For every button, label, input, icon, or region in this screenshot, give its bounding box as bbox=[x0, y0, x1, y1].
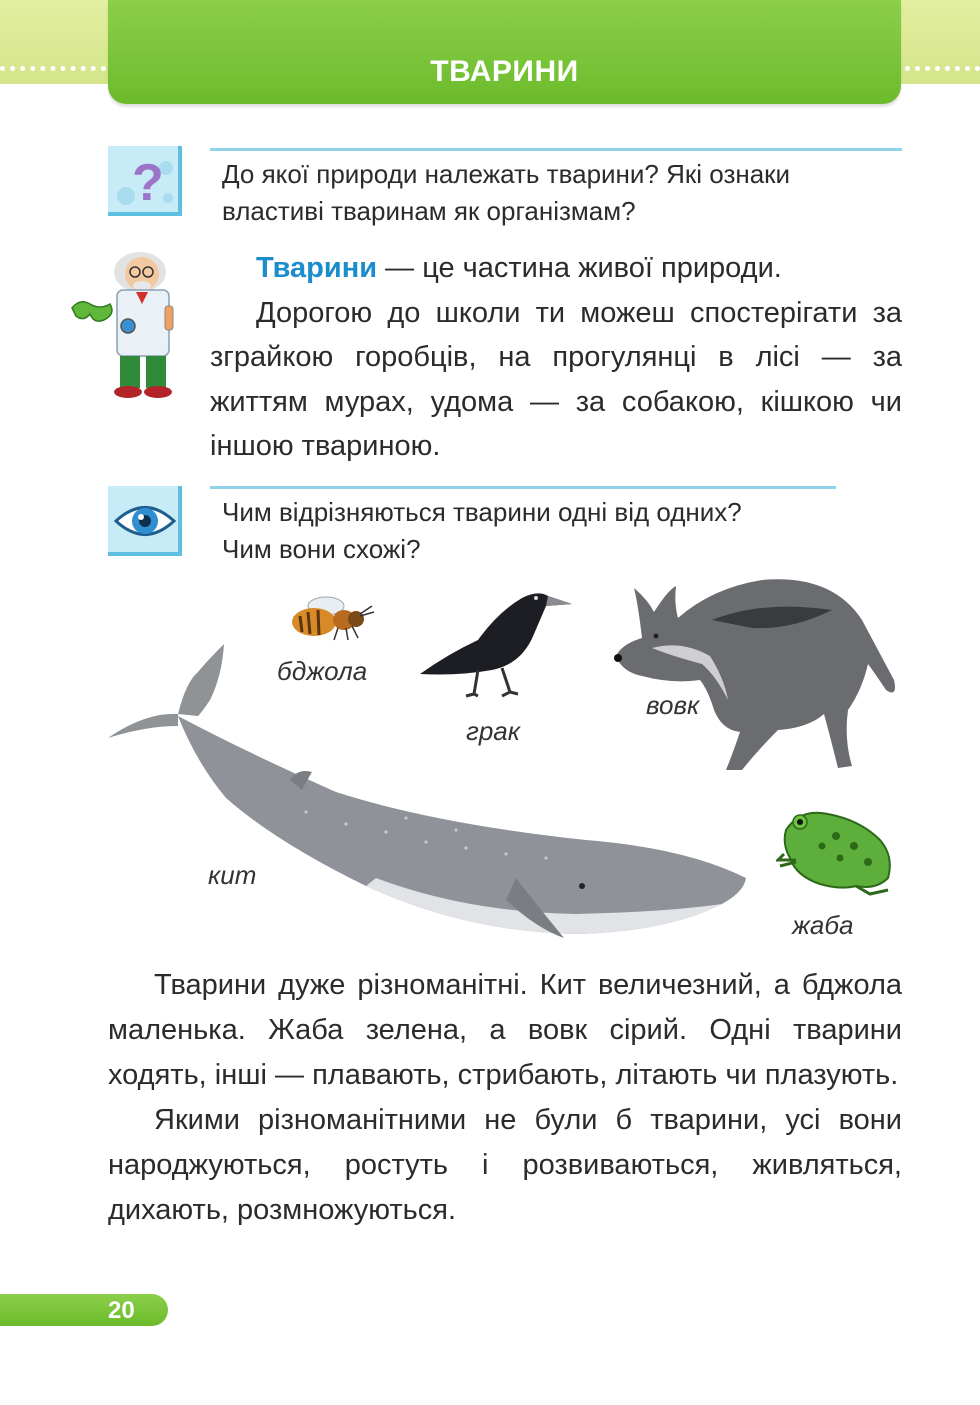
whale-illustration bbox=[106, 642, 750, 940]
observe-line-2: Чим вони схожі? bbox=[222, 534, 421, 564]
intro-paragraph: Дорогою до школи ти можеш спостерігати за зграйкою горобців, на прогулянці в лісі — за життям мурах, удома — за собакою, кішкою чи іншою твариною. bbox=[210, 296, 902, 462]
observe-line-1: Чим відрізняються тварини одні від одних? bbox=[222, 497, 742, 527]
definition-text: — це частина живої природи. bbox=[377, 252, 782, 284]
header-dots-right bbox=[905, 66, 980, 77]
question-line-1: До якої природи належать тварини? Які ознаки bbox=[222, 159, 791, 189]
observe-text bbox=[222, 494, 742, 568]
body-paragraph-1: Тварини дуже різноманітні. Кит величезний, а бджола маленька. Жаба зелена, а вовк сірий. Одні тварини ходять, інші — плавають, стрибають, літають чи плазують. bbox=[108, 969, 902, 1091]
frog-illustration bbox=[776, 800, 896, 896]
question-rule bbox=[210, 148, 902, 151]
bee-illustration bbox=[288, 592, 376, 644]
header-dots-left bbox=[0, 66, 106, 77]
svg-text:?: ? bbox=[132, 154, 164, 212]
question-mark-icon bbox=[108, 146, 182, 216]
label-wolf: вовк bbox=[646, 690, 700, 720]
label-frog: жаба bbox=[792, 910, 854, 940]
question-line-2: властиві тваринам як організмам? bbox=[222, 196, 636, 226]
page-number: 20 bbox=[108, 1297, 135, 1324]
intro-text bbox=[210, 246, 902, 469]
page-number-tab bbox=[0, 1294, 168, 1326]
definition-line bbox=[210, 246, 902, 291]
body-paragraph-2: Якими різноманітними не були б тварини, усі вони народжуються, ростуть і розвиваються, живляться, дихають, розмножуються. bbox=[108, 1104, 902, 1226]
body-text bbox=[108, 963, 902, 1233]
label-rook: грак bbox=[466, 716, 521, 746]
chapter-title: ТВАРИНИ bbox=[430, 55, 579, 88]
label-bee: бджола bbox=[277, 656, 368, 686]
term-animals: Тварини bbox=[256, 252, 378, 284]
eye-icon bbox=[108, 486, 182, 556]
label-whale: кит bbox=[208, 860, 257, 890]
observe-rule bbox=[210, 486, 836, 489]
professor-illustration bbox=[62, 250, 190, 400]
chapter-title-bar bbox=[108, 0, 901, 104]
question-text bbox=[222, 156, 790, 230]
